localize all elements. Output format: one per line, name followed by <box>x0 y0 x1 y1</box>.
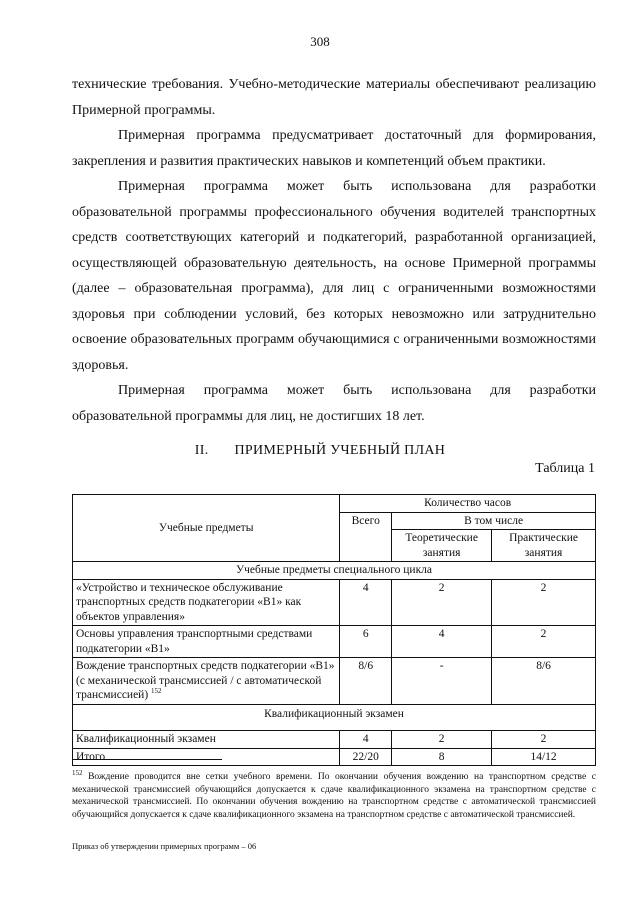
row-name-text: Вождение транспортных средств подкатегории «B1» (с механической трансмиссией / с автоматической трансмиссией) <box>76 660 335 701</box>
table-caption: Таблица 1 <box>535 461 595 476</box>
group-special-cycle: Учебные предметы специального цикла <box>73 562 596 580</box>
paragraph-4: Примерная программа может быть использована для разработки образовательной программы для лиц, не достигших 18 лет. <box>72 383 596 424</box>
row-theory: 2 <box>392 579 492 626</box>
row-name: Основы управления транспортными средствами подкатегории «B1» <box>73 626 340 658</box>
table-row <box>73 731 596 749</box>
header-subjects: Учебные предметы <box>73 495 340 562</box>
footnote-ref: 152 <box>151 687 162 696</box>
row-total: 4 <box>340 731 392 749</box>
row-name: Итого <box>73 748 340 766</box>
header-theory: Теоретические занятия <box>392 530 492 562</box>
group-exam: Квалификационный экзамен <box>73 704 596 731</box>
row-total: 8/6 <box>340 658 392 705</box>
row-total: 4 <box>340 579 392 626</box>
body-text <box>72 72 596 429</box>
page-footer: Приказ об утверждении примерных программ – 06 <box>72 841 257 851</box>
row-practice: 8/6 <box>492 658 596 705</box>
row-name <box>73 658 340 705</box>
footnote-number: 152 <box>72 769 83 777</box>
row-practice: 2 <box>492 731 596 749</box>
curriculum-table <box>72 494 596 766</box>
header-total: Всего <box>340 512 392 562</box>
row-practice: 14/12 <box>492 748 596 766</box>
table-row-total <box>73 748 596 766</box>
row-practice: 2 <box>492 626 596 658</box>
section-title <box>0 443 640 459</box>
row-name: «Устройство и техническое обслуживание транспортных средств подкатегории «B1» как объектов управления» <box>73 579 340 626</box>
paragraph-2: Примерная программа предусматривает достаточный для формирования, закрепления и развития практических навыков и компетенций объем практики. <box>72 128 596 169</box>
paragraph-1: технические требования. Учебно-методические материалы обеспечивают реализацию Примерной программы. <box>72 77 596 118</box>
page-number: 308 <box>310 34 330 49</box>
footnote-text: Вождение проводится вне сетки учебного времени. По окончании обучения вождению на транспортном средстве с механической трансмиссией обучающийся допускается к сдаче квалификационного экзамена на транспортном средстве с механической трансмиссией. По окончании обучения вождению на транспортном средстве с автоматической трансмиссией обучающийся допускается к сдаче квалификационного экзамена на транспортном средстве с автоматической трансмиссией. <box>72 772 596 820</box>
table-row <box>73 579 596 626</box>
row-name: Квалификационный экзамен <box>73 731 340 749</box>
row-practice: 2 <box>492 579 596 626</box>
row-theory: - <box>392 658 492 705</box>
row-total: 22/20 <box>340 748 392 766</box>
header-practice: Практические занятия <box>492 530 596 562</box>
footnote-divider <box>72 759 222 760</box>
table-row <box>73 626 596 658</box>
row-theory: 8 <box>392 748 492 766</box>
section-number: II. <box>194 443 209 458</box>
header-including: В том числе <box>392 512 596 530</box>
paragraph-3: Примерная программа может быть использована для разработки образовательной программы профессионального обучения водителей транспортных средств соответствующих категорий и подкатегорий, разработанной организацией, осуществляющей образовательную деятельность, на основе Примерной программы (далее – образовательная программа), для лиц с ограниченными возможностями здоровья при соблюдении условий, без которых невозможно или затруднительно освоение образовательных программ обучающимися с ограниченными возможностями здоровья. <box>72 179 596 373</box>
row-theory: 4 <box>392 626 492 658</box>
row-total: 6 <box>340 626 392 658</box>
footnote <box>72 767 596 821</box>
row-theory: 2 <box>392 731 492 749</box>
table-row <box>73 658 596 705</box>
header-hours: Количество часов <box>340 495 596 513</box>
section-heading: ПРИМЕРНЫЙ УЧЕБНЫЙ ПЛАН <box>234 443 446 458</box>
